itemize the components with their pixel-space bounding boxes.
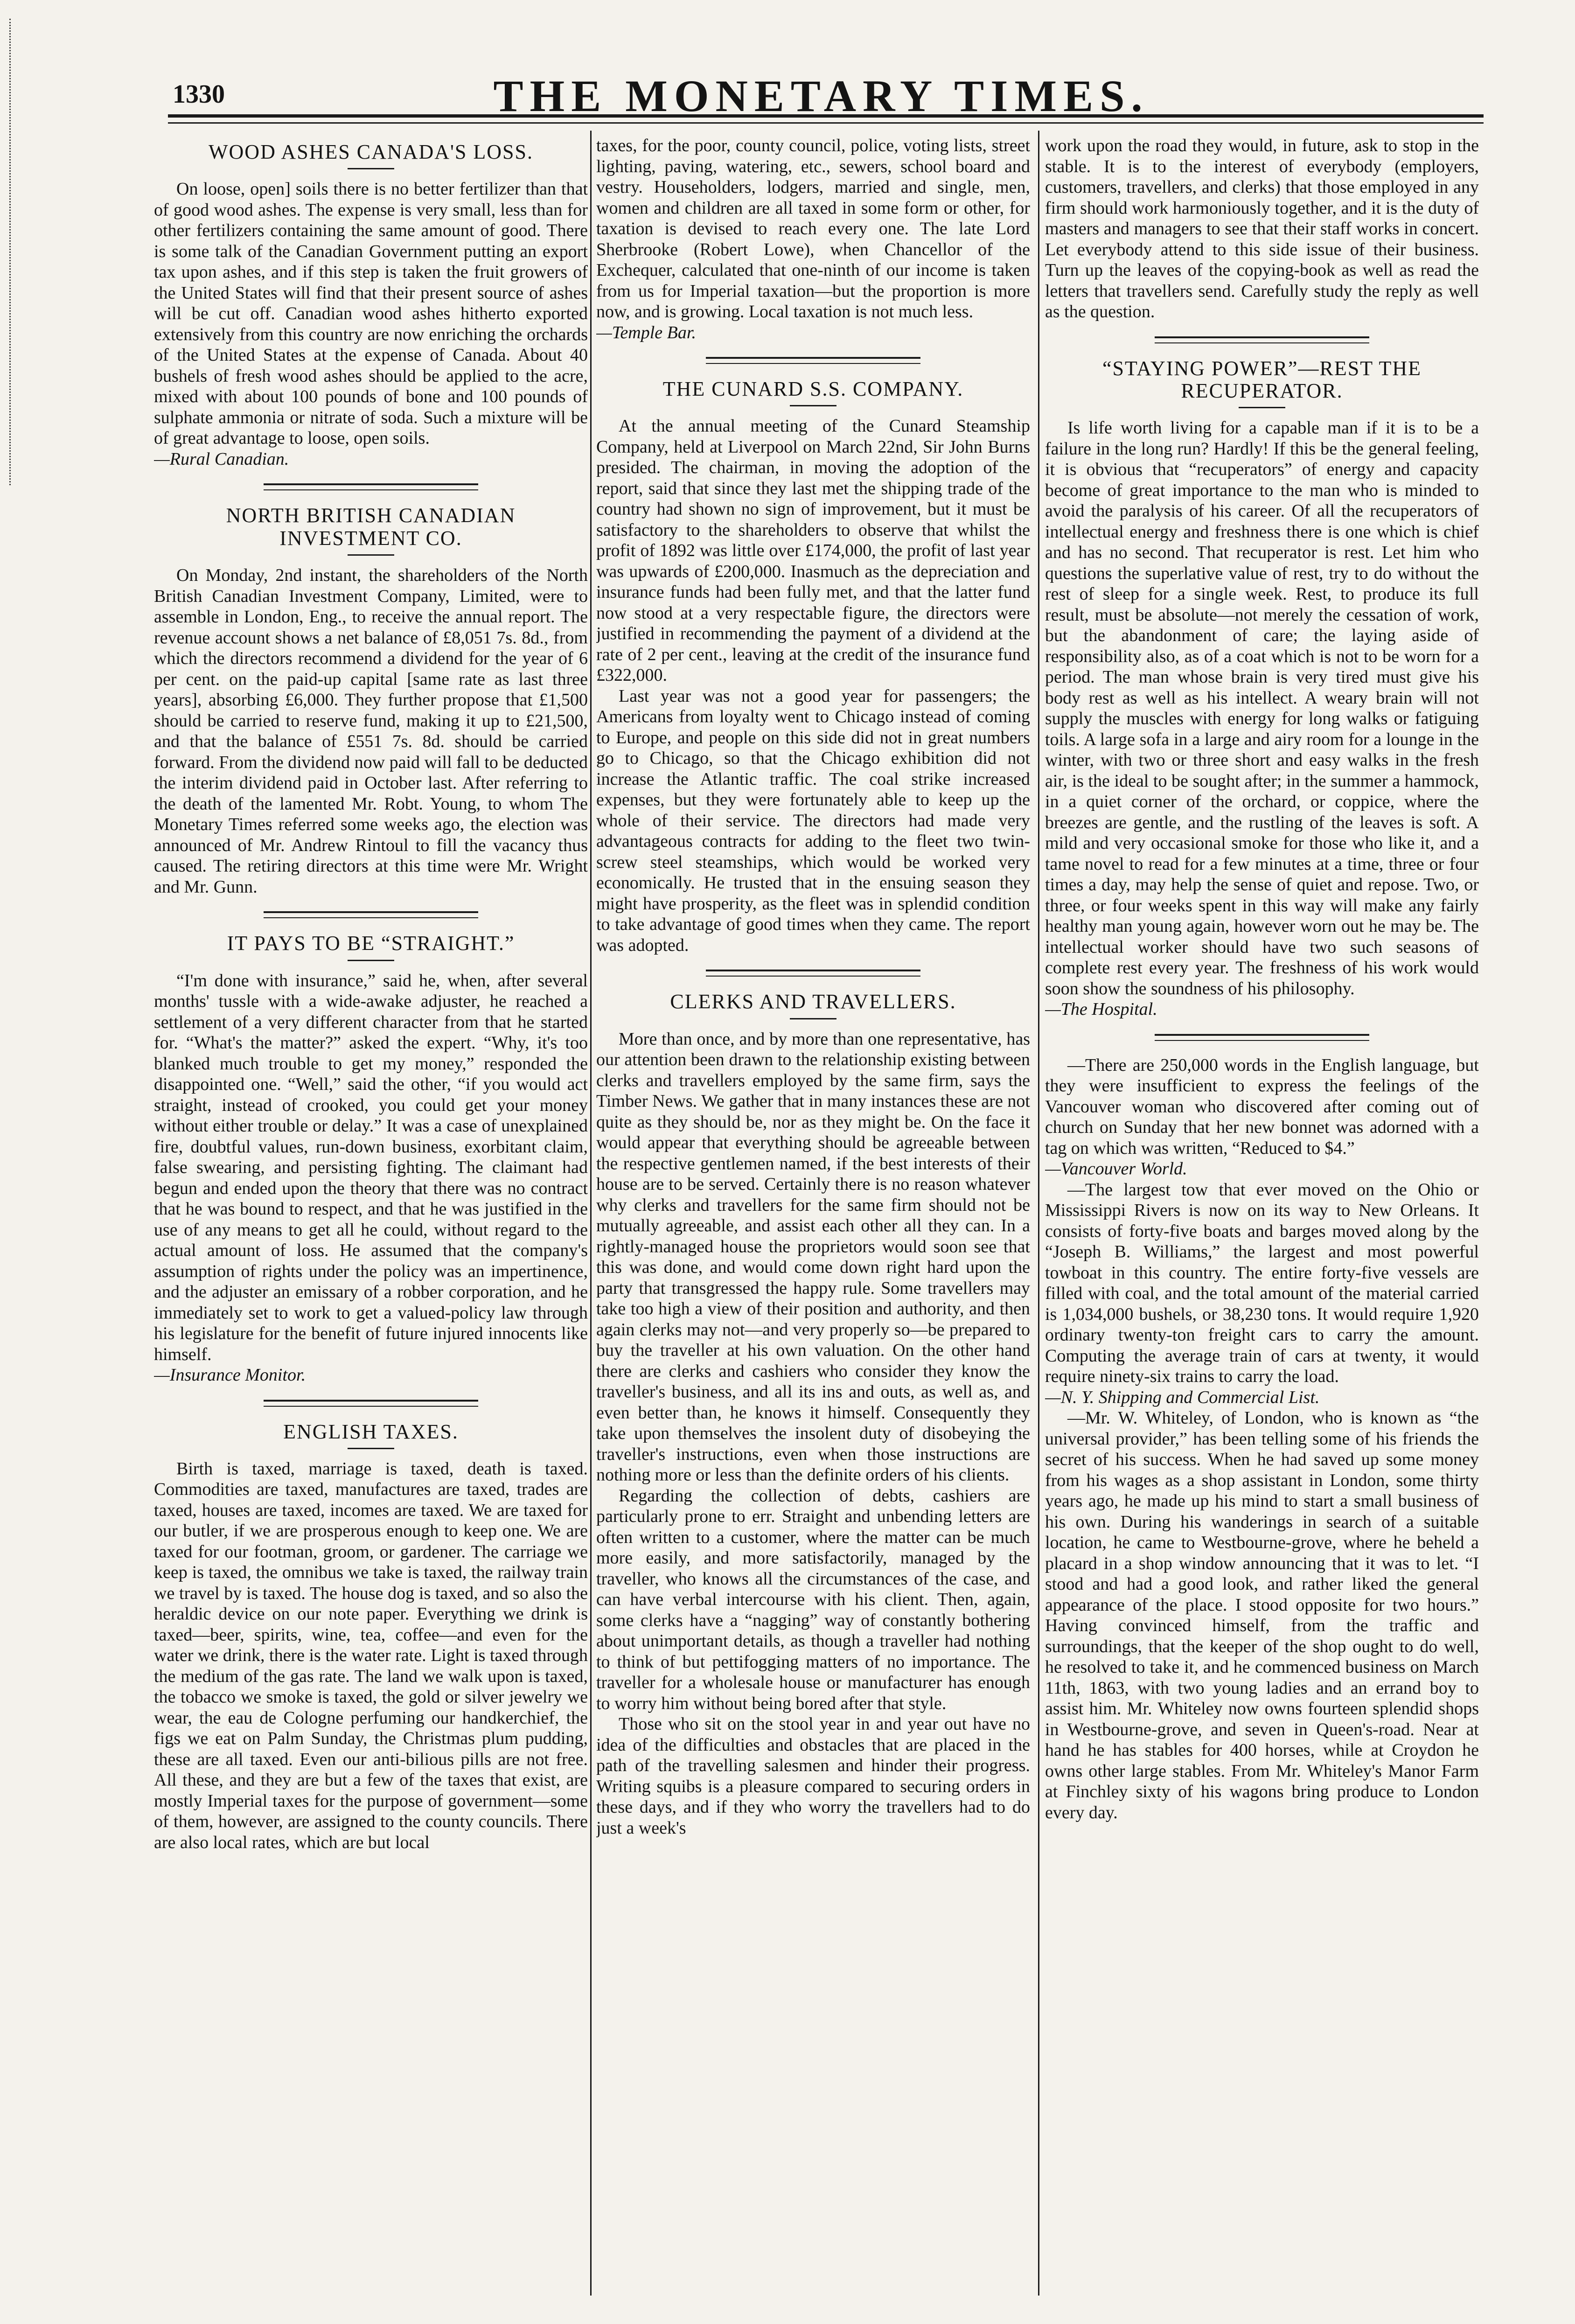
article-it-pays (154, 932, 588, 1385)
title-underline (790, 1018, 836, 1019)
article-title: WOOD ASHES CANADA'S LOSS. (208, 140, 533, 163)
article-separator (1155, 1034, 1369, 1041)
article-paragraph: taxes, for the poor, county council, police, voting lists, street lighting, paving, watering, etc., sewers, school board and vestry. Householders, lodgers, married and single, men, women and children are all taxed in some form or other, for taxation is devised to reach every one. The late Lord Sherbrooke (Robert Lowe), when Chancellor of the Exchequer, calculated that one-ninth of our income is taken from us for Imperial taxation—but the proportion is more now, and is growing. Local taxation is not much less. (596, 136, 1030, 321)
article-separator (264, 1400, 478, 1407)
article-source: —Temple Bar. (596, 322, 696, 342)
article-paragraph: At the annual meeting of the Cunard Steamship Company, held at Liverpool on March 22nd, Sir John Burns presided. The chairman, in moving the adoption of the report, said that since they last met the shipping trade of the country had shown no sign of improvement, but it must be satisfactory to the shareholders to observe that whilst the profit of 1892 was little over £174,000, the profit of last year was upwards of £200,000. Inasmuch as the depreciation and insurance funds had been fully met, and that the latter fund now stood at a very respectable figure, the directors were justified in recommending the payment of a dividend at the rate of 2 per cent., leaving at the credit of the insurance fund £322,000. (596, 416, 1030, 685)
column-divider (590, 131, 592, 2296)
article-source: —Vancouver World. (1045, 1159, 1187, 1179)
article-separator (706, 357, 920, 364)
column-divider (1038, 131, 1039, 2296)
article-source: —Rural Canadian. (154, 449, 289, 469)
article-title: THE CUNARD S.S. COMPANY. (662, 377, 964, 400)
article-english-taxes-continued (596, 135, 1030, 343)
article-paragraph: —Mr. W. Whiteley, of London, who is known as “the universal provider,” has been telling some of his friends the secret of his success. When he had saved up some money from his wages as a shop assistant in London, some thirty years ago, he made up his mind to start a small business of his own. During his wanderings in search of a suitable location, he came to Westbourne-grove, where he beheld a placard in a shop window announcing that it was to let. “I stood and had a good look, and rather liked the general appearance of the place. I stood opposite for two hours.” Having convinced himself, from the traffic and surroundings, that the keeper of the shop ought to do well, he resolved to take it, and he commenced business on March 11th, 1863, with two young ladies and an errand boy to assist him. Mr. Whiteley now owns fourteen splendid shops in Westbourne-grove, and seven in Queen's-road. Near at hand he has stables for 400 horses, while at Croydon he owns other large stables. From Mr. Whiteley's Manor Farm at Finchley sixty of his wagons bring produce to London every day. (1045, 1408, 1479, 1822)
article-clerks-travellers (596, 991, 1030, 1838)
article-source: —N. Y. Shipping and Commercial List. (1045, 1387, 1320, 1407)
article-english-taxes (154, 1421, 588, 1853)
article-paragraph: —The largest tow that ever moved on the Ohio or Mississippi Rivers is now on its way to New Orleans. It consists of forty-five boats and barges moved along by the “Joseph B. Williams,” the largest and most powerful towboat in this country. The entire forty-five vessels are filled with coal, and the total amount of the material carried is 1,034,000 bushels, or 38,230 tons. It would require 1,920 ordinary twenty-ton freight cars to carry the amount. Computing the average train of cars at twenty, it would require ninety-six trains to carry the load. (1045, 1179, 1479, 1387)
article-paragraph: Regarding the collection of debts, cashiers are particularly prone to err. Straight and unbending letters are often written to a customer, where the matter can be much more easily, and more satisfactorily, managed by the traveller, who knows all the circumstances of the case, and can have verbal intercourse with his client. Then, again, some clerks have a “nagging” way of constantly bothering about unimportant details, as though a traveller had nothing to think of but pettifogging matters of no importance. The traveller for a wholesale house or manufacturer has enough to worry him without being bored after that style. (596, 1486, 1030, 1713)
article-separator (264, 483, 478, 490)
article-short-items (1045, 1055, 1479, 1823)
page-header (168, 70, 1474, 126)
article-paragraph: Is life worth living for a capable man if it is to be a failure in the long run? Hardly! If this be the general feeling, it is obvious that “recuperators” of energy and capacity become of great importance to the man who is minded to avoid the paralysis of his career. Of all the recuperators of intellectual energy and freshness there is one which is chief and has no second. That recuperator is rest. Let him who questions the superlative value of rest, try to do without the rest of sleep for a single week. Rest, to produce its full result, must be absolute—not merely the cessation of work, but the abandonment of care; the laying aside of responsibility also, as of a coat which is not to be worn for a period. The man whose brain is very tired must give his body rest as well as his intellect. A weary brain will not supply the muscles with energy for long walks or fatiguing toils. A large sofa in a large and airy room for a lounge in the winter, with two or three short and easy walks in the fresh air, is the ideal to be sought after; in the summer a hammock, in a quiet corner of the orchard, or coppice, where the breezes are gentle, and the rustling of the leaves is soft. A mild and very occasional smoke for those who like it, and a tame novel to read for a few minutes at a time, three or four times a day, may help the sense of quiet and repose. Two, or three, or four weeks spent in this way will make any fairly healthy man young again, however worn out he may be. The intellectual worker should have two such seasons of complete rest every year. The freshness of his work would soon show the soundness of his philosophy. (1045, 418, 1479, 998)
article-title: ENGLISH TAXES. (283, 1420, 459, 1443)
article-cunard (596, 378, 1030, 956)
page-number: 1330 (173, 80, 225, 109)
title-underline (1239, 407, 1285, 408)
article-paragraph: —There are 250,000 words in the English language, but they were insufficient to express the feelings of the Vancouver woman who discovered after coming out of church on Sunday that her new bonnet was adorned with a tag on which was written, “Reduced to $4.” (1045, 1055, 1479, 1158)
article-north-british (154, 504, 588, 897)
article-title: CLERKS AND TRAVELLERS. (670, 990, 956, 1013)
article-title: IT PAYS TO BE “STRAIGHT.” (227, 932, 515, 955)
article-source: —The Hospital. (1045, 999, 1157, 1019)
article-paragraph: On Monday, 2nd instant, the shareholders of the North British Canadian Investment Company, Limited, were to assemble in London, Eng., to receive the annual report. The revenue account shows a net balance of £8,051 7s. 8d., from which the directors recommend a dividend for the year of 6 per cent. on the paid-up capital [same rate as last three years], absorbing £6,000. They further propose that £1,500 should be carried to reserve fund, making it up to £21,500, and that the balance of £551 7s. 8d. should be carried forward. From the dividend now paid will fall to be deducted the interim dividend paid in October last. After referring to the death of the lamented Mr. Robt. Young, to whom The Monetary Times referred some weeks ago, the election was announced of Mr. Andrew Rintoul to fill the vacancy thus caused. The retiring directors at this time were Mr. Wright and Mr. Gunn. (154, 565, 588, 897)
header-rule-thick (168, 114, 1484, 118)
article-paragraph: Those who sit on the stool year in and year out have no idea of the difficulties and obstacles that are placed in the path of the travelling salesmen and hinder their progress. Writing squibs is a pleasure compared to securing orders in these days, and if they who worry the travellers had to do just a week's (596, 1714, 1030, 1838)
article-wood-ashes (154, 141, 588, 469)
article-separator (706, 970, 920, 977)
column-3 (1045, 135, 1479, 2282)
title-underline (348, 168, 394, 169)
title-underline (348, 554, 394, 556)
article-paragraph: work upon the road they would, in future, ask to stop in the stable. It is to the interest of everybody (employers, customers, travellers, and clerks) that those employed in any firm should work harmoniously together, and it is the duty of masters and managers to see that their staff works in concert. Let everybody attend to this side issue of their business. Turn up the leaves of the copying-book as well as read the letters that travellers send. Carefully study the reply as well as the question. (1045, 136, 1479, 321)
header-rule-thin (168, 122, 1484, 124)
title-underline (348, 960, 394, 961)
article-paragraph: Birth is taxed, marriage is taxed, death is taxed. Commodities are taxed, manufactures are taxed, trades are taxed, houses are taxed, incomes are taxed. We are taxed for our butler, if we are prosperous enough to keep one. We are taxed for our footman, groom, or gardener. The carriage we keep is taxed, the omnibus we take is taxed, the railway train we travel by is taxed. The house dog is taxed, and so also the heraldic device on our note paper. Everything we drink is taxed—beer, spirits, wine, tea, coffee—and even for the water we drink, there is the water rate. Light is taxed through the medium of the gas rate. The land we walk upon is taxed, the tobacco we smoke is taxed, the gold or silver jewelry we wear, the eau de Cologne perfuming our handkerchief, the figs we eat on Palm Sunday, the Christmas plum pudding, these are all taxed. Even our anti-bilious pills are not free. All these, and they are but a few of the taxes that exist, are mostly Imperial taxes for the purpose of government—some of them, however, are assigned to the county councils. There are also local rates, which are but local (154, 1459, 588, 1852)
article-staying-power (1045, 357, 1479, 1020)
article-separator (1155, 336, 1369, 343)
title-underline (348, 1448, 394, 1449)
article-title: “STAYING POWER”—REST THE RECUPERATOR. (1102, 356, 1422, 402)
article-separator (264, 911, 478, 918)
article-paragraph: More than once, and by more than one representative, has our attention been drawn to the relationship existing between clerks and travellers employed by the same firm, says the Timber News. We gather that in many instances these are not quite as they should be, nor as they might be. On the face it would appear that everything should be agreeable between the respective gentlemen named, if the best interests of their house are to be served. Certainly there is no reason whatever why clerks and travellers for the same firm should not be mutually agreeable, and assist each other all they can. In a rightly-managed house the proprietors would soon see that this was done, and would come down right hard upon the party that transgressed the happy rule. Some travellers may take too high a view of their position and authority, and then again clerks may not—and very properly so—be prepared to buy the traveller at his own valuation. On the other hand there are clerks and cashiers who consider they know the traveller's business, and all its ins and outs, as well as, and even better than, he knows it himself. Consequently they take upon themselves the insolent duty of disobeying the traveller's instructions, even when those instructions are nothing more or less than the definite orders of his clients. (596, 1029, 1030, 1485)
column-2 (596, 135, 1030, 2282)
title-underline (790, 405, 836, 406)
article-paragraph: Last year was not a good year for passengers; the Americans from loyalty went to Chicago instead of coming to Europe, and people on this side did not in great numbers go to Chicago, so that the Chicago exhibition did not increase the Atlantic traffic. The coal strike increased expenses, but they were fortunately able to keep up the whole of their service. The directors had made very advantageous contracts for adding to the fleet two twin-screw steel steamships, which would be worked very economically. He trusted that in the ensuing season they might have prosperity, as the fleet was in splendid condition to take advantage of good times when they came. The report was adopted. (596, 686, 1030, 955)
column-1 (154, 135, 588, 2282)
article-source: —Insurance Monitor. (154, 1365, 306, 1385)
article-title: NORTH BRITISH CANADIAN INVESTMENT CO. (226, 504, 516, 550)
article-paragraph: On loose, open] soils there is no better fertilizer than that of good wood ashes. The expense is very small, less than for other fertilizers containing the same amount of good. There is some talk of the Canadian Government putting an export tax upon ashes, and if this step is taken the fruit growers of the United States will find that their present source of ashes will be cut off. Canadian wood ashes hitherto exported extensively from this country are now enriching the orchards of the United States at the expense of Canada. About 40 bushels of fresh wood ashes should be applied to the acre, mixed with about 100 pounds of bone and 100 pounds of sulphate ammonia or nitrate of soda. Such a mixture will be of great advantage to loose, open soils. (154, 179, 588, 448)
binding-edge-marks (9, 19, 22, 485)
article-paragraph: “I'm done with insurance,” said he, when, after several months' tussle with a wide-awake adjuster, he reached a settlement of a very different character from that he started for. “What's the matter?” asked the expert. “Why, it's too blanked much trouble to get my money,” responded the disappointed one. “Well,” said the other, “if you would act straight, instead of crooked, you could get your money without either trouble or delay.” It was a case of unexplained fire, doubtful values, run-down business, exorbitant claim, false swearing, and persisting fighting. The claimant had begun and ended upon the theory that there was no contract that he was bound to respect, and that he was justified in the use of any means to get all he could, without regard to the actual amount of loss. He assumed that the company's assumption of rights under the policy was an impertinence, and the adjuster an emissary of a robber corporation, and he immediately set to work to get a valued-policy law through his legislature for the benefit of future injured innocents like himself. (154, 970, 588, 1364)
article-clerks-continued (1045, 135, 1479, 322)
masthead-title: THE MONETARY TIMES. (493, 71, 1149, 121)
